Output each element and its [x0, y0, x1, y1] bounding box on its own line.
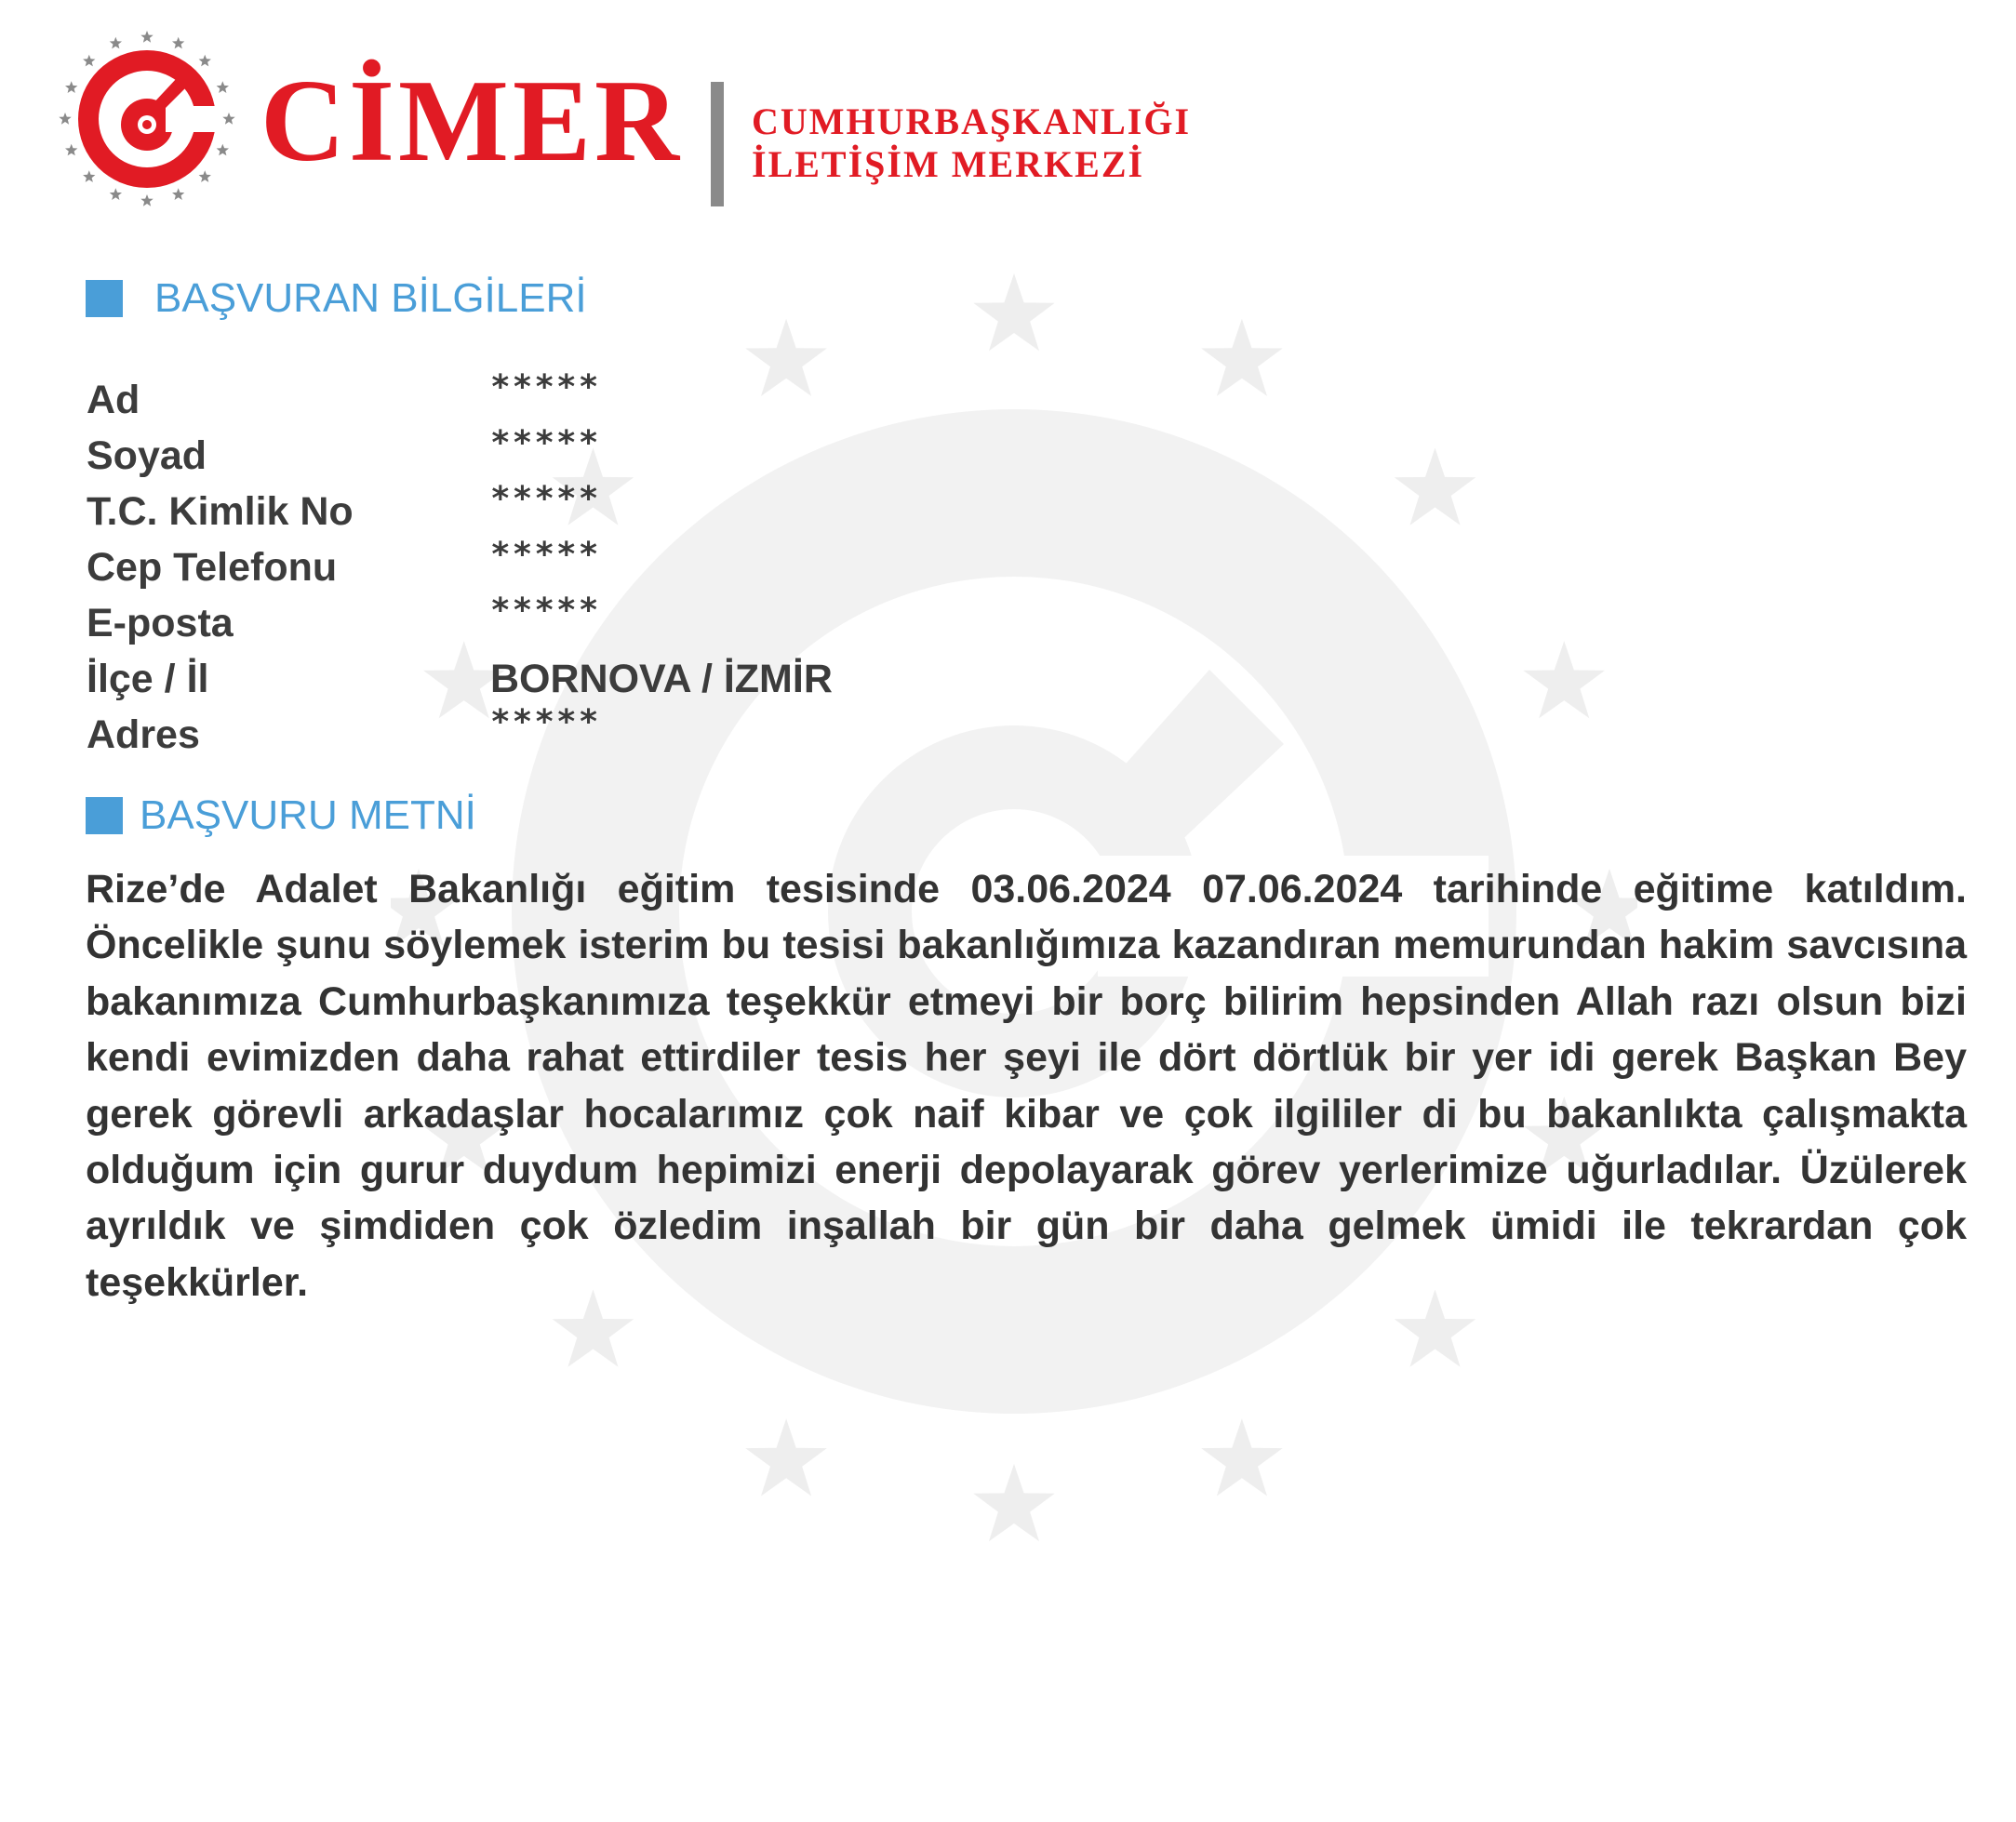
applicant-section-title: BAŞVURAN BİLGİLERİ	[154, 275, 587, 321]
star-icon	[217, 81, 229, 93]
application-text: Rize’de Adalet Bakanlığı eğitim tesisinde 03.06.2024 07.06.2024 tarihinde eğitime katıldım. Öncelikle şunu söylemek isterim bu tesisi bakanlığımıza kazandıran memurundan hakim savcısına bakanımıza Cumhurbaşkanımıza teşekkür etmeyi bir borç bilirim hepsinden Allah razı olsun bizi kendi evimizden daha rahat ettirdiler tesis her şeyi ile dört dörtlük bir yer idi gerek Başkan Bey gerek görevli arkadaşlar hocalarımız çok naif kibar ve çok ilgililer di bu bakanlıkta çalışmakta olduğum için gurur duydum hepimizi enerji depolayarak görev yerlerimize uğurladılar. Üzülerek ayrıldık ve şimdiden çok özledim inşallah bir gün bir daha gelmek ümidi ile tekrardan çok teşekkürler.	[86, 867, 1967, 1305]
info-value: *****	[490, 479, 601, 518]
info-row-cep-telefonu	[87, 535, 833, 595]
info-label: Ad	[87, 377, 140, 422]
star-icon	[199, 170, 211, 182]
info-label: İlçe / İl	[87, 656, 209, 701]
info-label: E-posta	[87, 600, 234, 645]
star-icon	[199, 55, 211, 67]
star-icon	[59, 113, 71, 125]
brand-wordmark: CİMER	[260, 57, 683, 186]
info-row-adres	[87, 702, 833, 763]
info-label: Soyad	[87, 432, 207, 478]
brand-subtitle-line1: CUMHURBAŞKANLIĞI	[752, 100, 1192, 142]
header	[54, 26, 1263, 212]
info-value: *****	[490, 702, 601, 741]
brand-subtitle-line2: İLETİŞİM MERKEZİ	[752, 143, 1145, 185]
cimer-logo-emblem-icon	[54, 26, 240, 212]
info-value: *****	[490, 535, 601, 574]
star-icon	[172, 37, 184, 49]
star-icon	[83, 55, 95, 67]
square-bullet-icon	[86, 280, 123, 317]
star-icon	[140, 194, 153, 206]
brand-subtitle	[752, 100, 1191, 186]
star-icon	[65, 81, 77, 93]
square-bullet-icon	[86, 797, 123, 834]
star-icon	[140, 31, 153, 43]
application-section-heading	[86, 792, 476, 839]
info-label: Cep Telefonu	[87, 544, 338, 590]
applicant-info-table	[87, 367, 833, 763]
star-icon	[110, 37, 122, 49]
info-label: Adres	[87, 712, 200, 757]
info-value: BORNOVA / İZMİR	[490, 656, 833, 701]
application-section-title: BAŞVURU METNİ	[140, 792, 476, 838]
info-value: *****	[490, 367, 601, 406]
star-icon	[172, 188, 184, 200]
star-icon	[217, 144, 229, 156]
star-icon	[65, 144, 77, 156]
info-row-ad	[87, 367, 833, 428]
info-row-tc-kimlik-no	[87, 479, 833, 539]
info-value: *****	[490, 591, 601, 630]
star-icon	[110, 188, 122, 200]
star-icon	[83, 170, 95, 182]
info-value: *****	[490, 423, 601, 462]
info-row-ilce-il	[87, 651, 833, 707]
star-icon	[222, 113, 234, 125]
info-row-soyad	[87, 423, 833, 484]
brand-divider	[711, 82, 724, 206]
info-label: T.C. Kimlik No	[87, 488, 354, 534]
info-row-e-posta	[87, 591, 833, 651]
applicant-section-heading	[86, 275, 587, 322]
